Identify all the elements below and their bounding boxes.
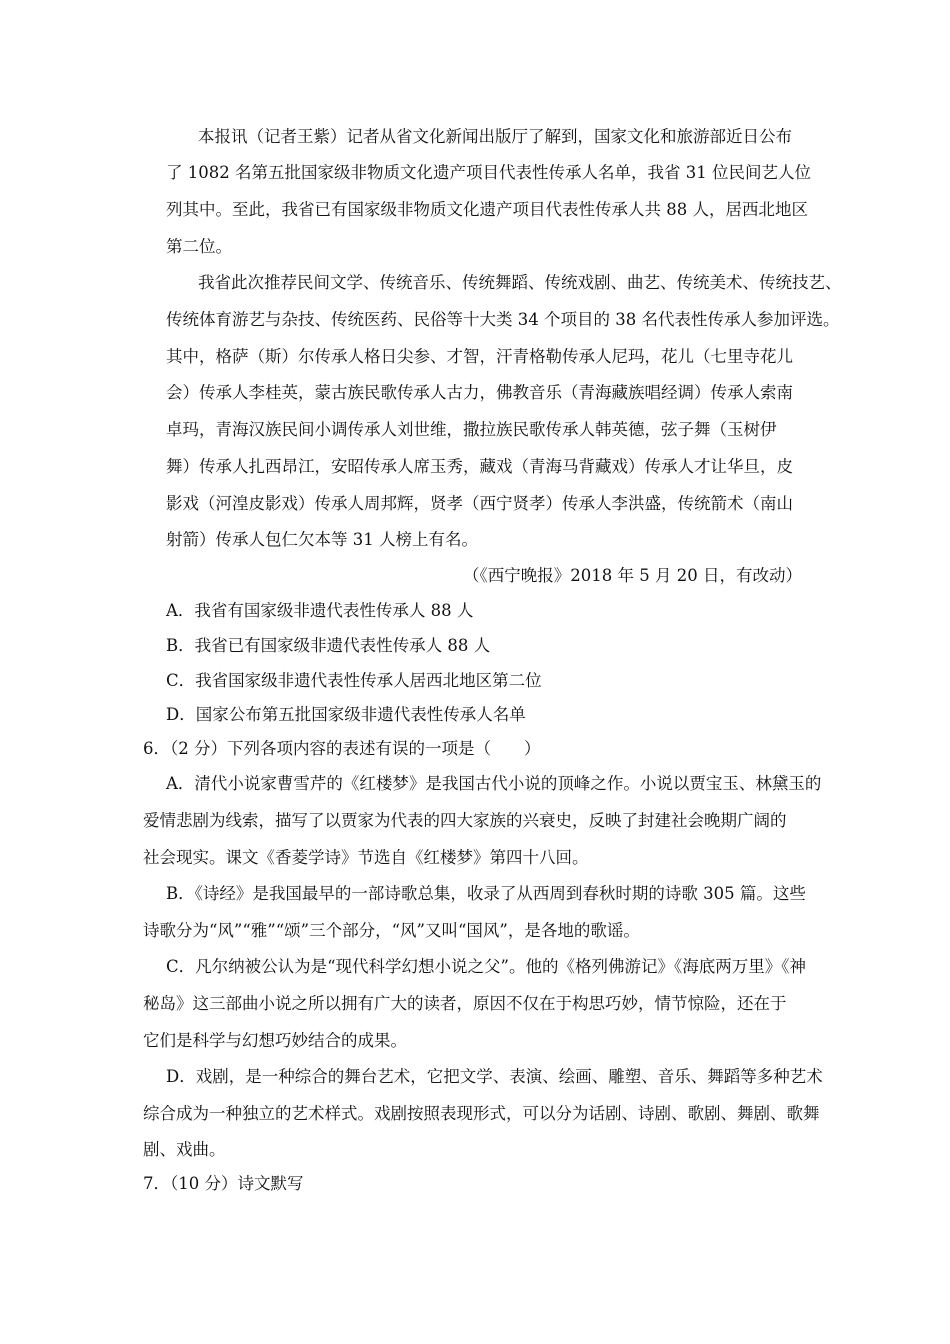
q6-option-b-line-1: B．《诗经》是我国最早的一部诗歌总集，收录了从西周到春秋时期的诗歌 305 篇。这些 <box>166 884 806 903</box>
q5-option-d: D．国家公布第五批国家级非遗代表性传承人名单 <box>166 705 526 724</box>
passage-source: （《西宁晚报》2018 年 5 月 20 日，有改动） <box>463 566 802 585</box>
q6-option-a-line-2: 爱情悲剧为线索，描写了以贾家为代表的四大家族的兴衰史，反映了封建社会晚期广阔的 <box>143 811 787 830</box>
passage-p1-line-1: 本报讯（记者王紫）记者从省文化新闻出版厅了解到，国家文化和旅游部近日公布 <box>198 127 792 146</box>
q6-option-c-line-2: 秘岛》这三部曲小说之所以拥有广大的读者，原因不仅在于构思巧妙，情节惊险，还在于 <box>143 994 787 1013</box>
passage-p2-line-2: 传统体育游艺与杂技、传统医药、民俗等十大类 34 个项目的 38 名代表性传承人参加评选。 <box>166 310 840 329</box>
q6-option-d-line-2: 综合成为一种独立的艺术样式。戏剧按照表现形式，可以分为话剧、诗剧、歌剧、舞剧、歌舞 <box>143 1104 820 1123</box>
passage-p2-line-8: 射箭）传承人包仁欠本等 31 人榜上有名。 <box>166 530 478 549</box>
q6-option-a-line-3: 社会现实。课文《香菱学诗》节选自《红楼梦》第四十八回。 <box>143 848 589 867</box>
q5-option-c: C．我省国家级非遗代表性传承人居西北地区第二位 <box>166 671 542 690</box>
passage-p1-line-2: 了 1082 名第五批国家级非物质文化遗产项目代表性传承人名单，我省 31 位民间艺人位 <box>166 163 811 182</box>
q6-option-c-line-1: C．凡尔纳被公认为是“现代科学幻想小说之父”。他的《格列佛游记》《海底两万里》《神 <box>166 957 806 976</box>
q6-option-d-line-1: D．戏剧，是一种综合的舞台艺术，它把文学、表演、绘画、雕塑、音乐、舞蹈等多种艺术 <box>166 1067 823 1086</box>
passage-p2-line-6: 舞）传承人扎西昂江，安昭传承人席玉秀，藏戏（青海马背藏戏）传承人才让华旦，皮 <box>166 457 793 476</box>
q6-option-d-line-3: 剧、戏曲。 <box>143 1140 226 1159</box>
q6-option-b-line-2: 诗歌分为“风”“雅”“颂”三个部分，“风”又叫“国风”，是各地的歌谣。 <box>143 921 640 940</box>
passage-p2-line-3: 其中，格萨（斯）尔传承人格日尖参、才智，汗青格勒传承人尼玛，花儿（七里寺花儿 <box>166 347 793 366</box>
passage-p2-line-5: 卓玛，青海汉族民间小调传承人刘世维，撒拉族民歌传承人韩英德，弦子舞（玉树伊 <box>166 420 777 439</box>
q6-option-c-line-3: 它们是科学与幻想巧妙结合的成果。 <box>143 1031 407 1050</box>
passage-p2-line-4: 会）传承人李桂英，蒙古族民歌传承人古力，佛教音乐（青海藏族唱经调）传承人索南 <box>166 383 793 402</box>
q5-option-a: A．我省有国家级非遗代表性传承人 88 人 <box>166 601 474 620</box>
passage-p1-line-3: 列其中。至此，我省已有国家级非物质文化遗产项目代表性传承人共 88 人，居西北地区 <box>166 200 808 219</box>
q5-option-b: B．我省已有国家级非遗代表性传承人 88 人 <box>166 636 491 655</box>
q6-stem: 6．（2 分）下列各项内容的表述有误的一项是（ ） <box>143 739 541 758</box>
passage-p2-line-1: 我省此次推荐民间文学、传统音乐、传统舞蹈、传统戏剧、曲艺、传统美术、传统技艺、 <box>198 273 842 292</box>
q7-stem: 7．（10 分）诗文默写 <box>143 1174 304 1193</box>
passage-p1-line-4: 第二位。 <box>166 237 232 256</box>
passage-p2-line-7: 影戏（河湟皮影戏）传承人周邦辉，贤孝（西宁贤孝）传承人李洪盛，传统箭术（南山 <box>166 494 793 513</box>
q6-option-a-line-1: A．清代小说家曹雪芹的《红楼梦》是我国古代小说的顶峰之作。小说以贾宝玉、林黛玉的 <box>166 774 822 793</box>
